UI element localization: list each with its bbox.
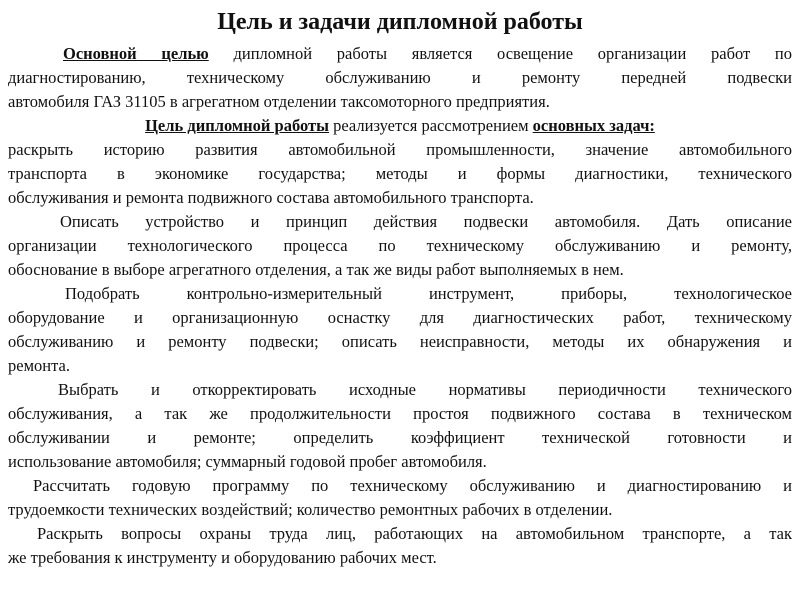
page-title: Цель и задачи дипломной работы xyxy=(217,9,583,35)
text-line xyxy=(8,378,792,402)
text-line xyxy=(8,354,792,378)
text-line xyxy=(8,546,792,570)
text-segment: использование автомобиля; суммарный годовой пробег автомобиля. xyxy=(8,452,487,471)
text-segment: обслуживании и ремонте; определить коэффициент технической готовности и xyxy=(8,428,792,447)
text-segment: обоснование в выборе агрегатного отделения, а так же виды работ выполняемых в нем. xyxy=(8,260,624,279)
text-segment: дипломной работы является освещение организации работ по xyxy=(208,44,792,63)
text-segment: обслуживания и ремонта подвижного состава автомобильного транспорта. xyxy=(8,188,534,207)
text-line xyxy=(8,450,792,474)
text-line xyxy=(8,162,792,186)
text-line xyxy=(8,498,792,522)
text-segment: раскрыть историю развития автомобильной промышленности, значение автомобильного xyxy=(8,140,792,159)
text-line xyxy=(8,522,792,546)
text-segment: ремонта. xyxy=(8,356,70,375)
text-line xyxy=(8,402,792,426)
text-segment: Описать устройство и принцип действия подвески автомобиля. Дать описание xyxy=(60,212,792,231)
text-line xyxy=(8,234,792,258)
text-segment: обслуживания, а так же продолжительности простоя подвижного состава в техническом xyxy=(8,404,792,423)
text-line xyxy=(8,426,792,450)
text-line xyxy=(8,474,792,498)
text-segment: же требования к инструменту и оборудованию рабочих мест. xyxy=(8,548,437,567)
text-segment: Подобрать контрольно-измерительный инструмент, приборы, технологическое xyxy=(65,284,792,303)
text-line xyxy=(8,330,792,354)
text-segment: трудоемкости технических воздействий; количество ремонтных рабочих в отделении. xyxy=(8,500,613,519)
text-line xyxy=(8,114,792,138)
text-line xyxy=(8,138,792,162)
text-segment: обслуживанию и ремонту подвески; описать неисправности, методы их обнаружения и xyxy=(8,332,792,351)
text-segment: автомобиля ГАЗ 31105 в агрегатном отделении таксомоторного предприятия. xyxy=(8,92,550,111)
text-segment: Рассчитать годовую программу по техническому обслуживанию и диагностированию и xyxy=(33,476,792,495)
text-line xyxy=(8,42,792,66)
text-line xyxy=(8,258,792,282)
text-line xyxy=(8,186,792,210)
text-line xyxy=(8,306,792,330)
text-line xyxy=(8,90,792,114)
emphasized-text: Цель дипломной работы xyxy=(145,116,330,135)
text-segment: диагностированию, техническому обслуживанию и ремонту передней подвески xyxy=(8,68,792,87)
emphasized-text: основных задач: xyxy=(532,116,655,135)
text-segment: Раскрыть вопросы охраны труда лиц, работающих на автомобильном транспорте, а так xyxy=(37,524,792,543)
emphasized-text: Основной целью xyxy=(63,44,209,63)
text-segment: оборудование и организационную оснастку для диагностических работ, техническому xyxy=(8,308,792,327)
text-segment: реализуется рассмотрением xyxy=(329,116,533,135)
text-segment: Выбрать и откорректировать исходные нормативы периодичности технического xyxy=(58,380,792,399)
text-line xyxy=(8,66,792,90)
text-line xyxy=(8,210,792,234)
text-segment: организации технологического процесса по техническому обслуживанию и ремонту, xyxy=(8,236,792,255)
text-line xyxy=(8,282,792,306)
text-segment: транспорта в экономике государства; методы и формы диагностики, технического xyxy=(8,164,792,183)
document-body xyxy=(8,42,792,570)
